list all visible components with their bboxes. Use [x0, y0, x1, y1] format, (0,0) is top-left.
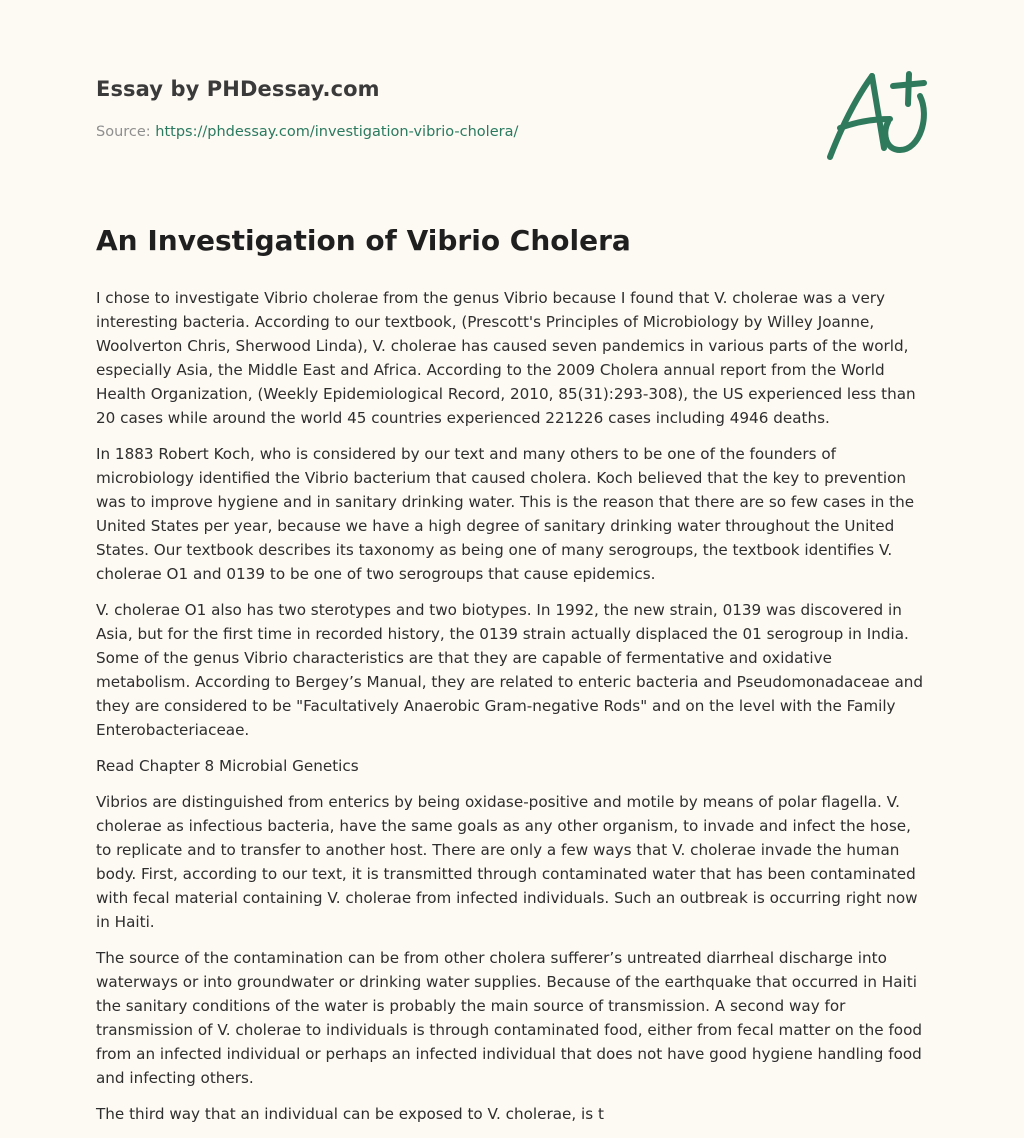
- essay-title: An Investigation of Vibrio Cholera: [96, 224, 631, 257]
- essay-body: [96, 286, 928, 1138]
- source-line: [96, 124, 518, 140]
- a-plus-icon: [820, 64, 932, 166]
- essay-paragraph: V. cholerae O1 also has two sterotypes and two biotypes. In 1992, the new strain, 0139 was discovered in Asia, but for the first time in recorded history, the 0139 strain actually displaced the 01 serogroup in India. Some of the genus Vibrio characteristics are that they are capable of fermentative and oxidative metabolism. According to Bergey’s Manual, they are related to enteric bacteria and Pseudomonadaceae and they are considered to be "Facultatively Anaerobic Gram-negative Rods" and on the level with the Family Enterobacteriaceae.: [96, 601, 924, 739]
- essay-paragraph: The source of the contamination can be from other cholera sufferer’s untreated diarrheal discharge into waterways or into groundwater or drinking water supplies. Because of the earthquake that occurred in Haiti the sanitary conditions of the water is probably the main source of transmission. A second way for transmission of V. cholerae to individuals is through contaminated food, either from fecal matter on the food from an infected individual or perhaps an infected individual that does not have good hygiene handling food and infecting others.: [96, 949, 923, 1087]
- site-brand: Essay by PHDessay.com: [96, 77, 380, 101]
- essay-paragraph: I chose to investigate Vibrio cholerae from the genus Vibrio because I found that V. cholerae was a very interesting bacteria. According to our textbook, (Prescott's Principles of Microbiology by Willey Joanne, Woolverton Chris, Sherwood Linda), V. cholerae has caused seven pandemics in various parts of the world, especially Asia, the Middle East and Africa. According to the 2009 Cholera annual report from the World Health Organization, (Weekly Epidemiological Record, 2010, 85(31):293-308), the US experienced less than 20 cases while around the world 45 countries experienced 221226 cases including 4946 deaths.: [96, 289, 916, 427]
- source-link[interactable]: https://phdessay.com/investigation-vibrio-cholera/: [155, 124, 519, 140]
- read-also-link[interactable]: Read Chapter 8 Microbial Genetics: [96, 757, 359, 775]
- essay-paragraph: In 1883 Robert Koch, who is considered by our text and many others to be one of the founders of microbiology identified the Vibrio bacterium that caused cholera. Koch believed that the key to prevention was to improve hygiene and in sanitary drinking water. This is the reason that there are so few cases in the United States per year, because we have a high degree of sanitary drinking water throughout the United States. Our textbook describes its taxonomy as being one of many serogroups, the textbook identifies V. cholerae O1 and 0139 to be one of two serogroups that cause epidemics.: [96, 445, 915, 583]
- essay-paragraph: The third way that an individual can be exposed to V. cholerae, is t: [96, 1105, 604, 1123]
- essay-paragraph: Vibrios are distinguished from enterics by being oxidase-positive and motile by means of polar flagella. V. cholerae as infectious bacteria, have the same goals as any other organism, to invade and infect the hose, to replicate and to transfer to another host. There are only a few ways that V. cholerae invade the human body. First, according to our text, it is transmitted through contaminated water that has been contaminated with fecal material containing V. cholerae from infected individuals. Such an outbreak is occurring right now in Haiti.: [96, 793, 918, 931]
- source-label: Source:: [96, 124, 151, 140]
